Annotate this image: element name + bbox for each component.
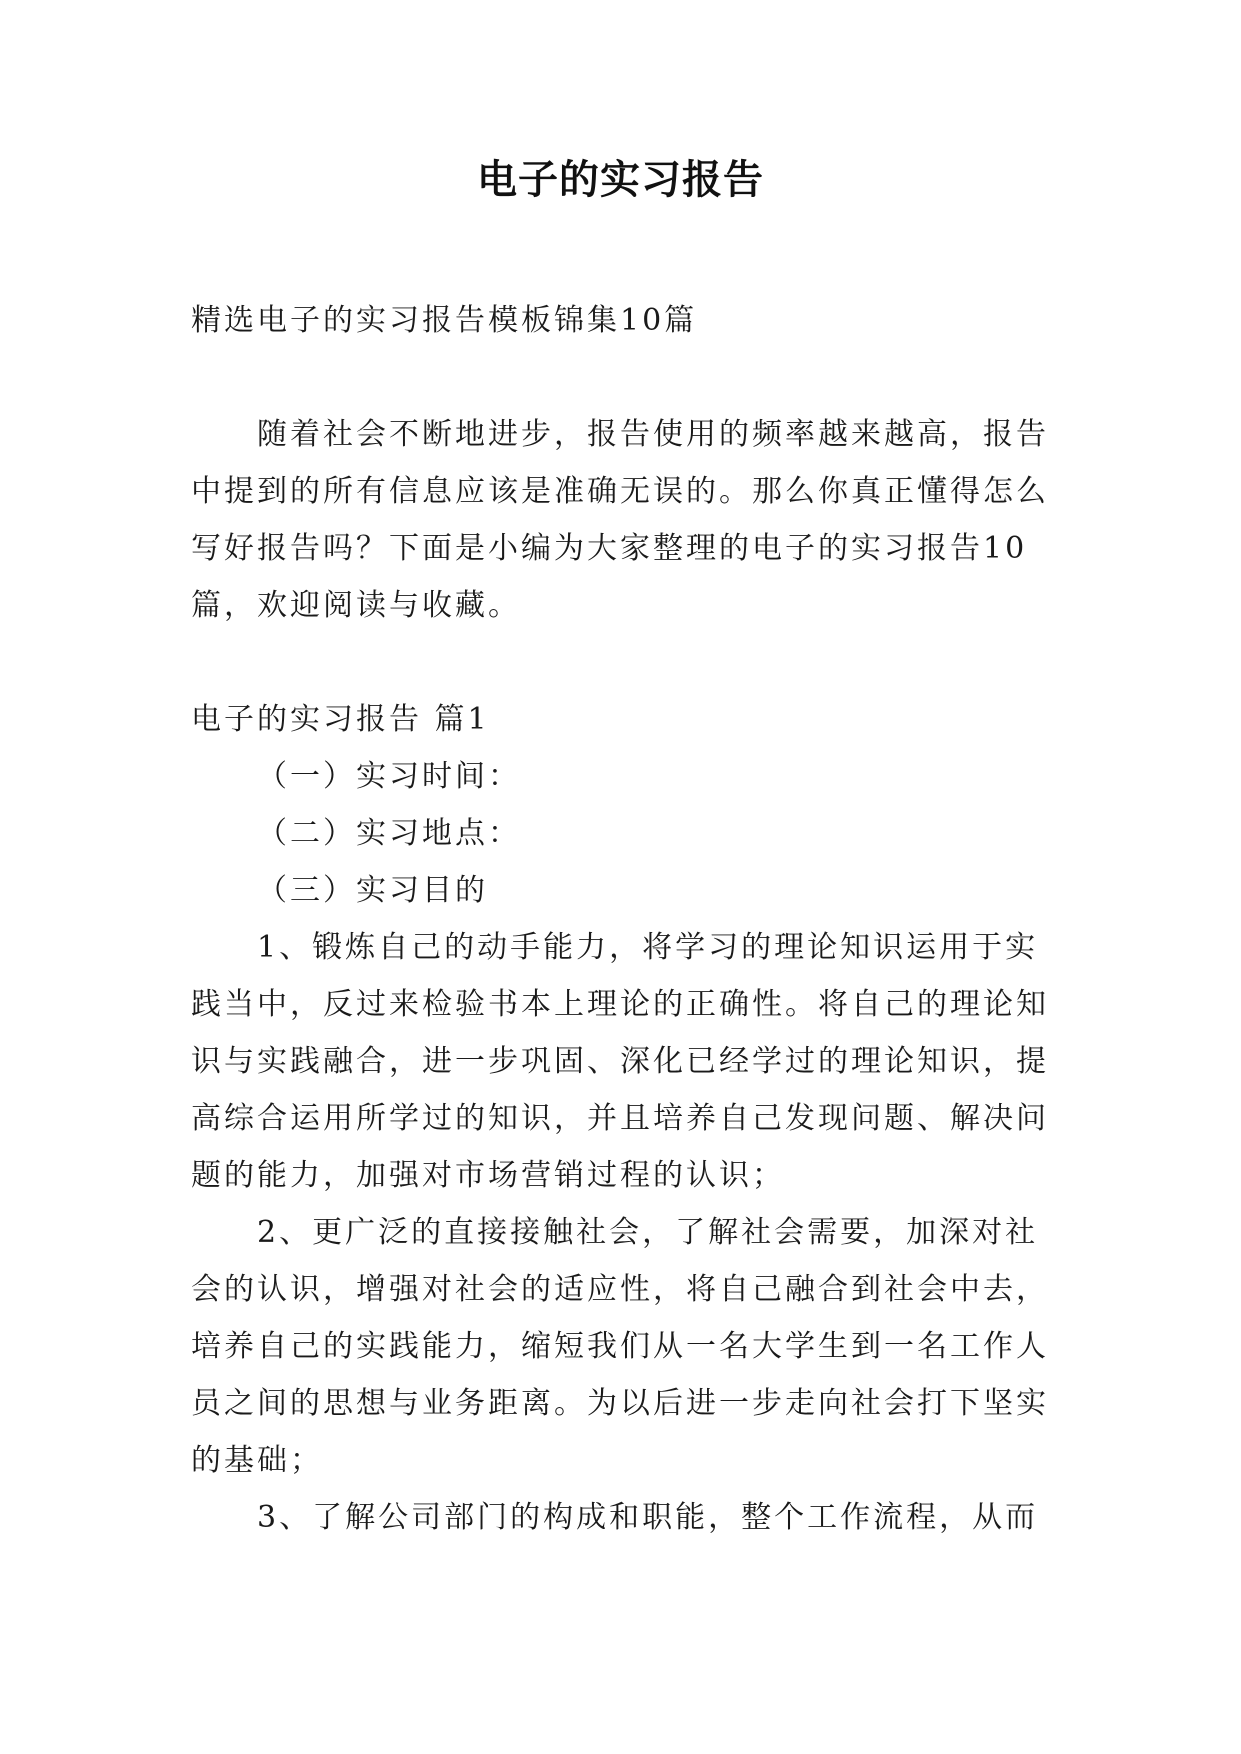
document-body (191, 292, 1053, 1546)
list-item-internship-time: （一）实习时间： (257, 759, 521, 794)
section-heading: 电子的实习报告 篇1 (191, 702, 490, 737)
list-item-internship-location: （二）实习地点： (257, 816, 521, 851)
document-subtitle: 精选电子的实习报告模板锦集10篇 (191, 303, 698, 338)
document-title: 电子的实习报告 (477, 157, 764, 203)
body-paragraph-1: 1、锻炼自己的动手能力，将学习的理论知识运用于实践当中，反过来检验书本上理论的正确性。将自己的理论知识与实践融合，进一步巩固、深化已经学过的理论知识，提高综合运用所学过的知识，并且培养自己发现问题、解决问题的能力，加强对市场营销过程的认识； (191, 930, 1049, 1193)
body-paragraph-3: 3、了解公司部门的构成和职能，整个工作流程，从而 (257, 1500, 1039, 1535)
list-item-internship-purpose: （三）实习目的 (257, 873, 488, 908)
body-paragraph-2: 2、更广泛的直接接触社会，了解社会需要，加深对社会的认识，增强对社会的适应性，将自己融合到社会中去，培养自己的实践能力，缩短我们从一名大学生到一名工作人员之间的思想与业务距离。为以后进一步走向社会打下坚实的基础； (191, 1215, 1049, 1478)
intro-paragraph: 随着社会不断地进步，报告使用的频率越来越高，报告中提到的所有信息应该是准确无误的。那么你真正懂得怎么写好报告吗？下面是小编为大家整理的电子的实习报告10篇，欢迎阅读与收藏。 (191, 417, 1049, 623)
